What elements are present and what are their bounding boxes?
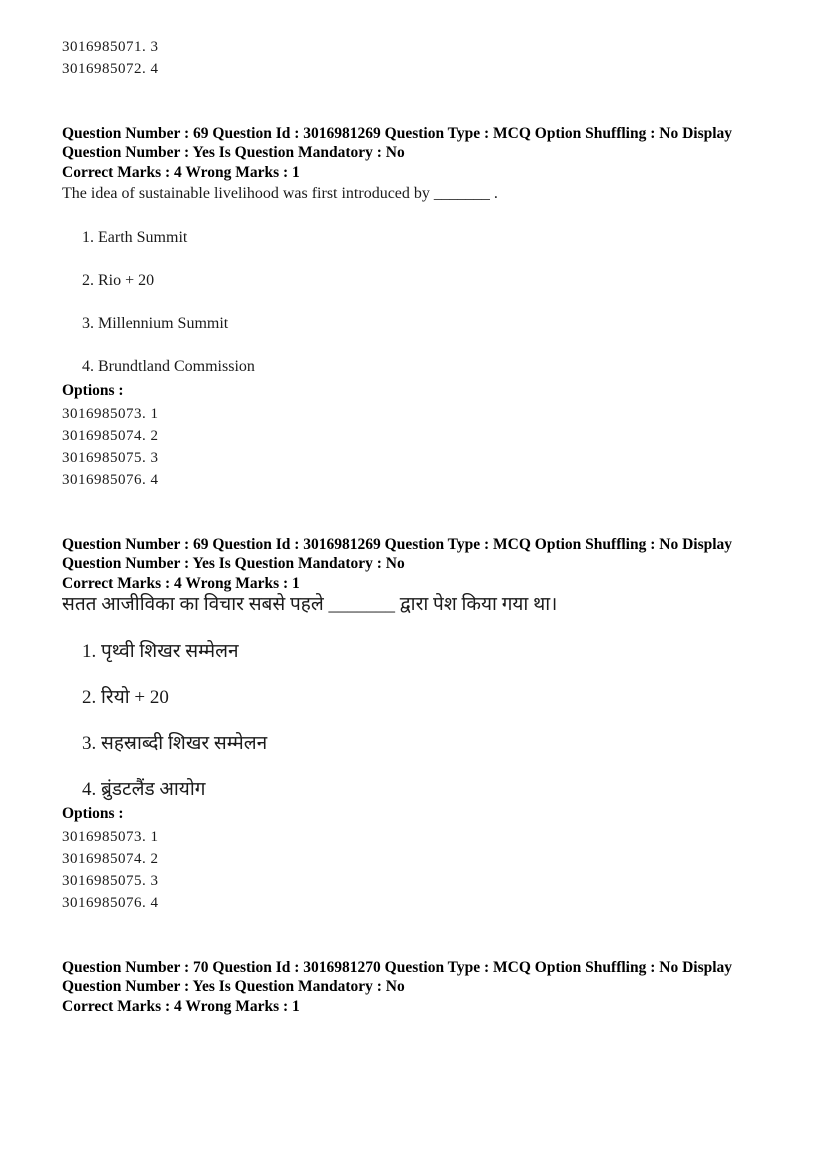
choice-1: 1. Earth Summit bbox=[82, 229, 188, 246]
choice-1: 1. पृथ्वी शिखर सम्मेलन bbox=[82, 641, 239, 662]
choice-4: 4. ब्रुंडटलैंड आयोग bbox=[82, 779, 206, 800]
options-label: Options : bbox=[62, 805, 124, 822]
question-block-69-hindi bbox=[62, 535, 766, 911]
option-id: 3016985074. 2 bbox=[62, 428, 159, 444]
option-id: 3016985075. 3 bbox=[62, 450, 159, 466]
question-marks-line: Correct Marks : 4 Wrong Marks : 1 bbox=[62, 164, 300, 181]
choice-4: 4. Brundtland Commission bbox=[82, 358, 255, 375]
option-id: 3016985073. 1 bbox=[62, 829, 159, 845]
option-id-list bbox=[62, 830, 766, 911]
option-id: 3016985073. 1 bbox=[62, 406, 159, 422]
choice-list bbox=[62, 228, 766, 376]
question-text: The idea of sustainable livelihood was first introduced by _______ . bbox=[62, 185, 498, 202]
option-id: 3016985071. 3 bbox=[62, 39, 159, 55]
option-id: 3016985075. 3 bbox=[62, 873, 159, 889]
option-id: 3016985076. 4 bbox=[62, 895, 159, 911]
leftover-option-ids bbox=[62, 40, 766, 77]
question-meta-line: Question Number : 70 Question Id : 3016981270 Question Type : MCQ Option Shuffling : No Display Question Number : Yes Is Question Mandatory : No bbox=[62, 959, 733, 995]
options-label: Options : bbox=[62, 382, 124, 399]
choice-3: 3. Millennium Summit bbox=[82, 315, 229, 332]
choice-3: 3. सहस्राब्दी शिखर सम्मेलन bbox=[82, 733, 268, 754]
option-id: 3016985076. 4 bbox=[62, 472, 159, 488]
choice-2: 2. Rio + 20 bbox=[82, 272, 155, 289]
option-id: 3016985074. 2 bbox=[62, 851, 159, 867]
question-marks-line: Correct Marks : 4 Wrong Marks : 1 bbox=[62, 575, 300, 592]
choice-list bbox=[62, 640, 766, 801]
question-block-70 bbox=[62, 958, 766, 1016]
question-text: सतत आजीविका का विचार सबसे पहले _______ द्वारा पेश किया गया था। bbox=[62, 594, 558, 615]
question-block-69-english bbox=[62, 124, 766, 488]
option-id-list bbox=[62, 407, 766, 488]
question-marks-line: Correct Marks : 4 Wrong Marks : 1 bbox=[62, 998, 300, 1015]
question-meta-line: Question Number : 69 Question Id : 3016981269 Question Type : MCQ Option Shuffling : No Display Question Number : Yes Is Question Mandatory : No bbox=[62, 536, 733, 572]
question-meta-line: Question Number : 69 Question Id : 3016981269 Question Type : MCQ Option Shuffling : No Display Question Number : Yes Is Question Mandatory : No bbox=[62, 125, 733, 161]
option-id: 3016985072. 4 bbox=[62, 61, 159, 77]
choice-2: 2. रियो + 20 bbox=[82, 687, 169, 708]
